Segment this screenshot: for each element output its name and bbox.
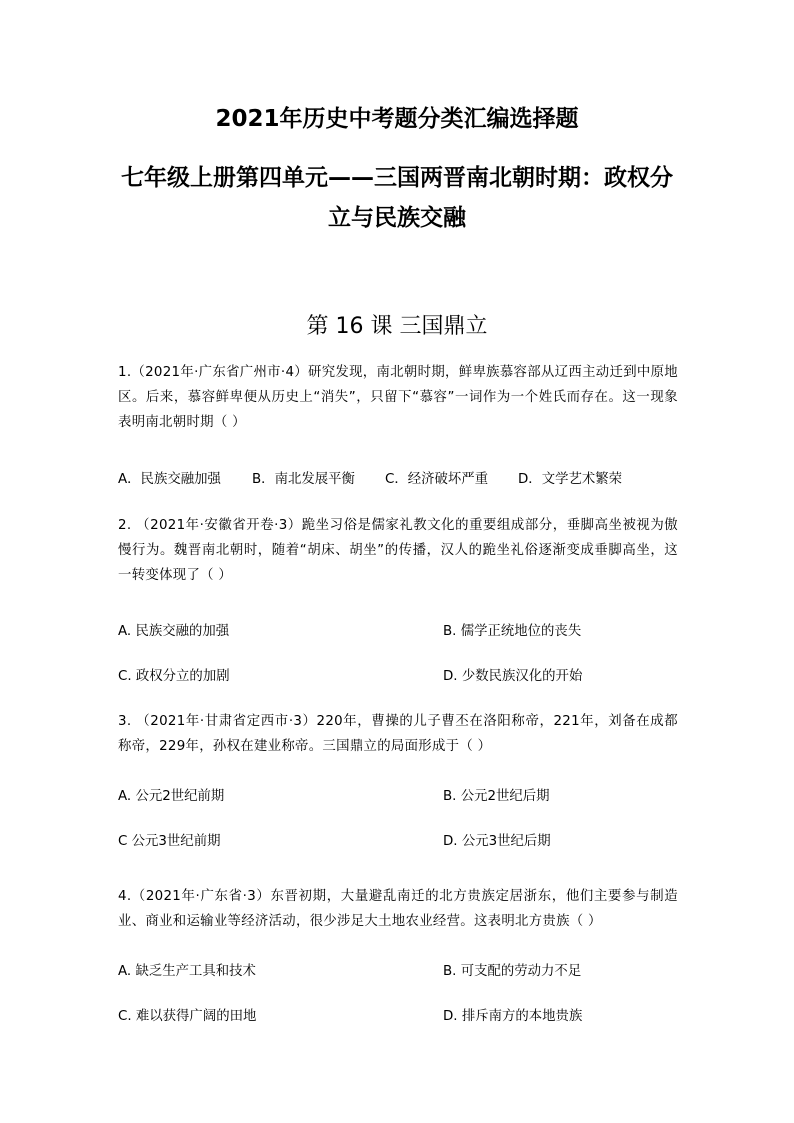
question-2-option-b: B. 儒学正统地位的丧失: [443, 624, 582, 639]
question-3-option-d: D. 公元3世纪后期: [443, 834, 551, 849]
question-1-stem: 1.（2021年·广东省广州市·4）研究发现，南北朝时期，鲜卑族慕容部从辽西主动迁到中原地区。后来，慕容鲜卑便从历史上“消失”，只留下“慕容”一词作为一个姓氏而存在。这一现象表明南北朝时期（ ）: [118, 365, 678, 430]
document-subtitle: 七年级上册第四单元——三国两晋南北朝时期：政权分立与民族交融: [121, 165, 673, 231]
question-1-option-b: B．南北发展平衡: [252, 472, 355, 487]
question-2-option-a: A. 民族交融的加强: [118, 624, 230, 639]
question-3-stem: 3. （2021年·甘肃省定西市·3）220年，曹操的儿子曹丕在洛阳称帝，221年，刘备在成都称帝，229年，孙权在建业称帝。三国鼎立的局面形成于（ ）: [118, 714, 678, 754]
question-4-option-d: D. 排斥南方的本地贵族: [443, 1009, 583, 1024]
document-title: 2021年历史中考题分类汇编选择题: [215, 106, 579, 132]
lesson-heading: 第 16 课 三国鼎立: [306, 314, 488, 339]
question-3-option-a: A. 公元2世纪前期: [118, 789, 225, 804]
question-4-option-c: C. 难以获得广阔的田地: [118, 1009, 257, 1024]
question-1-option-c: C．经济破坏严重: [385, 472, 489, 487]
question-4-stem: 4.（2021年·广东省·3）东晋初期，大量避乱南迁的北方贵族定居浙东，他们主要参与制造业、商业和运输业等经济活动，很少涉足大土地农业经营。这表明北方贵族（ ）: [118, 889, 678, 929]
question-3-option-c: C 公元3世纪前期: [118, 834, 221, 849]
question-4-option-a: A. 缺乏生产工具和技术: [118, 964, 256, 979]
question-1-option-d: D．文学艺术繁荣: [518, 472, 623, 487]
question-1-option-a: A．民族交融加强: [118, 472, 221, 487]
question-2-stem: 2. （2021年·安徽省开卷·3）跪坐习俗是儒家礼教文化的重要组成部分，垂脚高坐被视为傲慢行为。魏晋南北朝时，随着“胡床、胡坐”的传播，汉人的跪坐礼俗逐渐变成垂脚高坐，这一转变体现了（ ）: [118, 518, 678, 583]
question-3-option-b: B. 公元2世纪后期: [443, 789, 550, 804]
question-4-option-b: B. 可支配的劳动力不足: [443, 964, 582, 979]
question-2-option-c: C. 政权分立的加剧: [118, 669, 230, 684]
question-2-option-d: D. 少数民族汉化的开始: [443, 669, 583, 684]
